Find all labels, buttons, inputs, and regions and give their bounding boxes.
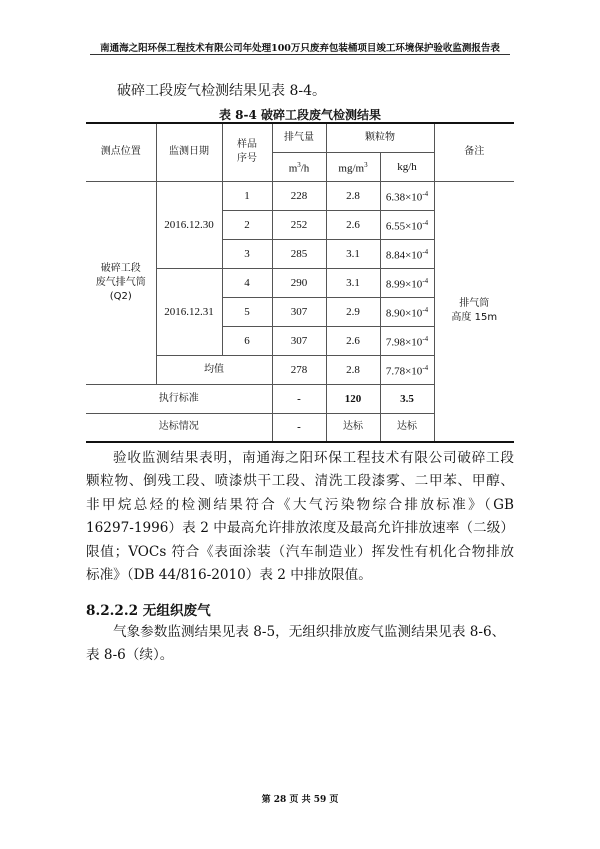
emission-rate [380, 268, 434, 297]
concentration: 2.6 [326, 326, 380, 355]
sample-no: 1 [222, 181, 272, 210]
header-sample-no [222, 123, 272, 181]
paragraph-line: 验收监测结果表明，南通海之阳环保工程技术有限公司破碎工段 [113, 450, 514, 466]
paragraph-line: 表 8-6（续）。 [86, 647, 174, 664]
sample-no: 4 [222, 268, 272, 297]
date-cell-2: 2016.12.31 [156, 268, 222, 355]
exhaust-volume: 285 [272, 239, 326, 268]
standard-rate: 3.5 [380, 384, 434, 413]
paragraph-line: 颗粒物、倒残工段、喷漆烘干工段、清洗工段漆雾、二甲苯、甲醇、 [86, 473, 514, 490]
emission-rate [380, 181, 434, 210]
date-cell-1: 2016.12.30 [156, 181, 222, 268]
rate-base: 8.99×10 [385, 278, 423, 291]
unit-concentration [326, 152, 380, 181]
location-line3: (Q2) [109, 290, 132, 302]
emission-rate [380, 239, 434, 268]
rate-exp: -4 [422, 334, 429, 343]
unit-rate: kg/h [380, 152, 434, 181]
rate-base: 8.84×10 [385, 249, 423, 262]
header-sample-no-line2: 序号 [237, 153, 257, 165]
remarks-line1: 排气筒 [459, 298, 490, 310]
unit-exhaust-sup: 3 [297, 160, 301, 169]
rate-exp: -4 [422, 363, 429, 372]
exhaust-volume: 307 [272, 297, 326, 326]
paragraph-line: 标准》（DB 44/816-2010）表 2 中排放限值。 [86, 567, 372, 584]
meteorology-paragraph [86, 621, 514, 668]
rate-exp: -4 [422, 189, 429, 198]
compliance-volume: - [272, 413, 326, 442]
unit-conc-base: mg/m [338, 162, 365, 175]
average-label: 均值 [156, 355, 272, 384]
concentration: 2.8 [326, 181, 380, 210]
emission-rate [380, 210, 434, 239]
average-volume: 278 [272, 355, 326, 384]
exhaust-results-table [86, 122, 514, 443]
sample-no: 3 [222, 239, 272, 268]
rate-base: 8.90×10 [385, 307, 423, 320]
intro-sentence: 破碎工段废气检测结果见表 8-4。 [117, 83, 326, 99]
unit-exhaust-base: m [288, 162, 298, 175]
remarks-cell [434, 181, 514, 442]
header-remarks: 备注 [434, 123, 514, 181]
rate-base: 7.98×10 [385, 336, 423, 349]
header-exhaust-volume: 排气量 [272, 123, 326, 152]
table-caption: 表 8-4 破碎工段废气检测结果 [218, 108, 382, 122]
rate-exp: -4 [422, 305, 429, 314]
page-number: 第 28 页 共 59 页 [261, 795, 339, 805]
concentration: 3.1 [326, 239, 380, 268]
compliance-label: 达标情况 [86, 413, 272, 442]
paragraph-line: 非甲烷总烃的检测结果符合《大气污染物综合排放标准》（GB [86, 496, 514, 513]
location-cell [86, 181, 156, 384]
average-concentration: 2.8 [326, 355, 380, 384]
rate-exp: -4 [422, 218, 429, 227]
exhaust-volume: 252 [272, 210, 326, 239]
unit-conc-sup: 3 [364, 160, 368, 169]
standard-label: 执行标准 [86, 384, 272, 413]
average-rate [380, 355, 434, 384]
header-particulates: 颗粒物 [326, 123, 434, 152]
compliance-rate: 达标 [380, 413, 434, 442]
emission-rate [380, 326, 434, 355]
unit-exhaust-tail: /h [300, 162, 310, 175]
rate-base: 6.38×10 [385, 191, 423, 204]
location-line1: 破碎工段 [100, 262, 141, 274]
sample-no: 6 [222, 326, 272, 355]
section-heading: 8.2.2.2 无组织废气 [86, 603, 211, 619]
sample-no: 5 [222, 297, 272, 326]
table-row [86, 181, 514, 210]
header-location: 测点位置 [86, 123, 156, 181]
conclusion-paragraph [86, 447, 514, 587]
rate-base: 6.55×10 [385, 220, 423, 233]
paragraph-line: 限值；VOCs 符合《表面涂装（汽车制造业）挥发性有机化合物排放 [86, 543, 514, 560]
location-line2: 废气排气筒 [95, 276, 146, 288]
concentration: 2.9 [326, 297, 380, 326]
standard-concentration: 120 [326, 384, 380, 413]
remarks-line2: 高度 15m [451, 312, 498, 324]
concentration: 2.6 [326, 210, 380, 239]
paragraph-line: 16297-1996）表 2 中最高允许排放浓度及最高允许排放速率（二级） [86, 520, 514, 537]
sample-no: 2 [222, 210, 272, 239]
exhaust-volume: 228 [272, 181, 326, 210]
standard-volume: - [272, 384, 326, 413]
emission-rate [380, 297, 434, 326]
header-sample-no-line1: 样品 [237, 139, 257, 151]
exhaust-volume: 290 [272, 268, 326, 297]
rate-exp: -4 [422, 247, 429, 256]
concentration: 3.1 [326, 268, 380, 297]
header-date: 监测日期 [156, 123, 222, 181]
page-header: 南通海之阳环保工程技术有限公司年处理100万只废弃包装桶项目竣工环境保护验收监测报告表 [100, 43, 500, 54]
header-rule [90, 54, 510, 55]
paragraph-line: 气象参数监测结果见表 8-5，无组织排放废气监测结果见表 8-6、 [113, 624, 506, 640]
rate-base: 7.78×10 [385, 365, 423, 378]
rate-exp: -4 [422, 276, 429, 285]
exhaust-volume: 307 [272, 326, 326, 355]
compliance-concentration: 达标 [326, 413, 380, 442]
unit-exhaust [272, 152, 326, 181]
